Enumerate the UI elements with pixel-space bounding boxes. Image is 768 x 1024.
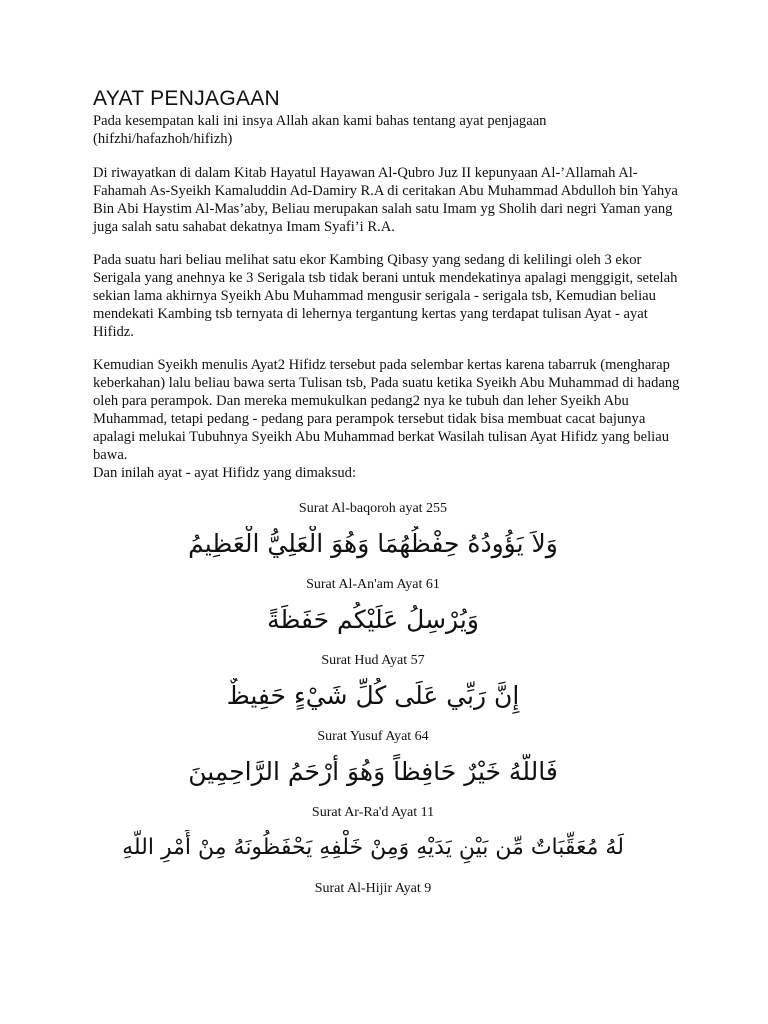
verse-arabic-text: لَهُ مُعَقِّبَاتٌ مِّن بَيْنِ يَدَيْهِ وَمِنْ خَلْفِهِ يَحْفَظُونَهُ مِنْ أَمْرِ اللَّهِ xyxy=(122,835,624,860)
document-title: AYAT PENJAGAAN xyxy=(93,87,281,110)
verse-reference: Surat Hud Ayat 57 xyxy=(321,653,425,668)
intro-paragraph: Pada kesempatan kali ini insya Allah akan kami bahas tentang ayat penjagaan (hifzhi/hafazhoh/hifizh) xyxy=(93,113,547,147)
paragraph-history: Di riwayatkan di dalam Kitab Hayatul Hayawan Al-Qubro Juz II kepunyaan Al-’Allamah Al-Fahamah As-Syeikh Kamaluddin Ad-Damiry R.A di ceritakan Abu Muhammad Abdulloh bin Yahya Bin Abi Haystim Al-Mas’aby, Beliau merupakan salah satu Imam yg Sholih dari negri Yaman yang juga salah satu sahabat dekatnya Imam Syafi’i R.A. xyxy=(93,165,678,235)
verse-arabic-text: وَلاَ يَؤُودُهُ حِفْظُهُمَا وَهُوَ الْعَلِيُّ الْعَظِيمُ xyxy=(188,529,558,558)
document-page xyxy=(93,86,683,898)
verse-arabic-text: إِنَّ رَبِّي عَلَى كُلِّ شَيْءٍ حَفِيظٌ xyxy=(226,681,520,710)
closing-line: Dan inilah ayat - ayat Hifidz yang dimaksud: xyxy=(93,465,357,481)
verse-list xyxy=(93,500,653,898)
paragraph-robbery-story: Kemudian Syeikh menulis Ayat2 Hifidz tersebut pada selembar kertas karena tabarruk (mengharap keberkahan) lalu beliau bawa serta Tulisan tsb, Pada suatu ketika Syeikh Abu Muhammad di hadang oleh para perampok. Dan mereka memukulkan pedang2 nya ke tubuh dan leher Syeikh Abu Muhammad, tetapi pedang - pedang para perampok tersebut tidak bisa membuat cacat bajunya apalagi melukai Tubuhnya Syeikh Abu Muhammad berkat Wasilah tulisan Ayat Hifidz yang beliau bawa. xyxy=(93,357,680,463)
verse-reference: Surat Al-An'am Ayat 61 xyxy=(306,577,440,592)
verse-arabic-text: وَيُرْسِلُ عَلَيْكُم حَفَظَةً xyxy=(267,605,479,634)
paragraph-goat-story: Pada suatu hari beliau melihat satu ekor Kambing Qibasy yang sedang di kelilingi oleh 3 ekor Serigala yang anehnya ke 3 Serigala tsb tidak berani untuk mendekatinya apalagi menggigit, setelah sekian lama akhirnya Syeikh Abu Muhammad mengusir serigala - serigala tsb, Kemudian beliau mendekati Kambing tsb ternyata di lehernya tergantung kertas yang terdapat tulisan Ayat - ayat Hifidz. xyxy=(93,252,678,340)
verse-reference: Surat Al-Hijir Ayat 9 xyxy=(314,881,432,896)
verse-arabic-text: فَاللَّهُ خَيْرٌ حَافِظاً وَهُوَ أَرْحَمُ الرَّاحِمِينَ xyxy=(188,757,558,786)
verse-reference: Surat Ar-Ra'd Ayat 11 xyxy=(311,805,435,820)
verse-reference: Surat Al-baqoroh ayat 255 xyxy=(298,501,448,516)
verse-reference: Surat Yusuf Ayat 64 xyxy=(317,729,429,744)
